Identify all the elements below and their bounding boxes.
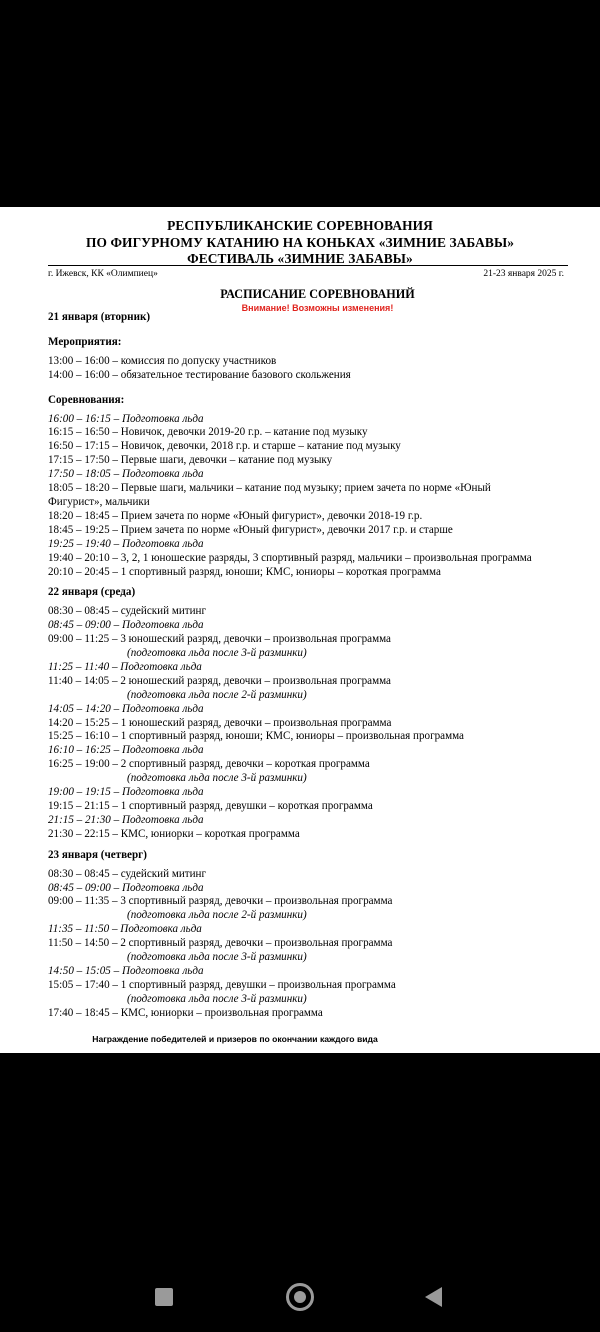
ice-prep-note: (подготовка льда после 3-й разминки): [127, 992, 307, 1005]
schedule-content: [48, 311, 578, 1021]
schedule-line: 08:30 – 08:45 – судейский митинг: [48, 605, 207, 618]
ice-prep-note: (подготовка льда после 3-й разминки): [127, 951, 307, 964]
ice-prep-line: 14:50 – 15:05 – Подготовка льда: [48, 964, 204, 977]
android-nav-bar: [0, 1262, 600, 1332]
schedule-line: 14:00 – 16:00 – обязательное тестирование базового скольжения: [48, 368, 351, 381]
events-heading: Мероприятия:: [48, 335, 122, 348]
schedule-line: 16:25 – 19:00 – 2 спортивный разряд, девочки – короткая программа: [48, 758, 370, 771]
schedule-line: 16:50 – 17:15 – Новичок, девочки, 2018 г.р. и старше – катание под музыку: [48, 440, 401, 453]
triangle-back-icon[interactable]: [425, 1287, 442, 1307]
ice-prep-line: 16:00 – 16:15 – Подготовка льда: [48, 412, 204, 425]
schedule-document: [0, 207, 600, 1053]
schedule-line: 19:15 – 21:15 – 1 спортивный разряд, девушки – короткая программа: [48, 800, 373, 812]
schedule-line: 16:15 – 16:50 – Новичок, девочки 2019-20 г.р. – катание под музыку: [48, 426, 368, 439]
day-heading: 22 января (среда): [48, 586, 136, 599]
schedule-line: 13:00 – 16:00 – комиссия по допуску участников: [48, 354, 277, 367]
schedule-line: 20:10 – 20:45 – 1 спортивный разряд, юноши; КМС, юниоры – короткая программа: [48, 565, 441, 578]
schedule-line: 17:15 – 17:50 – Первые шаги, девочки – катание под музыку: [48, 454, 333, 467]
schedule-line: 11:50 – 14:50 – 2 спортивный разряд, девочки – произвольная программа: [48, 937, 393, 950]
ice-prep-line: 11:25 – 11:40 – Подготовка льда: [48, 660, 202, 673]
schedule-line: 17:40 – 18:45 – КМС, юниорки – произвольная программа: [48, 1006, 323, 1019]
schedule-line: 08:30 – 08:45 – судейский митинг: [48, 867, 207, 880]
schedule-line: 18:45 – 19:25 – Прием зачета по норме «Юный фигурист», девочки 2017 г.р. и старше: [48, 523, 453, 536]
ice-prep-line: 21:15 – 21:30 – Подготовка льда: [48, 813, 204, 826]
warning-text: Внимание! Возможны изменения!: [241, 303, 394, 313]
ice-prep-line: 08:45 – 09:00 – Подготовка льда: [48, 619, 204, 632]
schedule-line: 21:30 – 22:15 – КМС, юниорки – короткая программа: [48, 827, 300, 840]
awards-footer: Награждение победителей и призеров по окончании каждого вида: [92, 1034, 378, 1044]
ice-prep-line: 14:05 – 14:20 – Подготовка льда: [48, 702, 204, 715]
day-heading: 23 января (четверг): [48, 848, 147, 861]
ice-prep-note: (подготовка льда после 3-й разминки): [127, 647, 307, 660]
schedule-line-continued: Фигурист», мальчики: [48, 495, 150, 508]
square-recents-icon[interactable]: [155, 1288, 173, 1306]
competitions-heading: Соревнования:: [48, 393, 125, 406]
header-divider: [48, 265, 568, 266]
ice-prep-note: (подготовка льда после 3-й разминки): [127, 772, 307, 785]
schedule-line: 15:25 – 16:10 – 1 спортивный разряд, юноши; КМС, юниоры – произвольная программа: [48, 730, 464, 743]
ice-prep-line: 17:50 – 18:05 – Подготовка льда: [48, 468, 204, 481]
schedule-line: 09:00 – 11:25 – 3 юношеский разряд, девочки – произвольная программа: [48, 633, 391, 646]
circle-home-icon[interactable]: [286, 1283, 314, 1311]
schedule-line: 14:20 – 15:25 – 1 юношеский разряд, девочки – произвольная программа: [48, 716, 392, 729]
ice-prep-line: 08:45 – 09:00 – Подготовка льда: [48, 881, 204, 894]
schedule-line: 18:20 – 18:45 – Прием зачета по норме «Юный фигурист», девочки 2018-19 г.р.: [48, 509, 423, 522]
document-title-line-3: ФЕСТИВАЛЬ «ЗИМНИЕ ЗАБАВЫ»: [187, 251, 413, 266]
schedule-line: 18:05 – 18:20 – Первые шаги, мальчики – катание под музыку; прием зачета по норме «Юный: [48, 482, 491, 495]
dates-text: 21-23 января 2025 г.: [483, 269, 564, 279]
ice-prep-line: 19:25 – 19:40 – Подготовка льда: [48, 537, 204, 550]
schedule-line: 09:00 – 11:35 – 3 спортивный разряд, девочки – произвольная программа: [48, 895, 393, 908]
schedule-title: РАСПИСАНИЕ СОРЕВНОВАНИЙ: [220, 287, 415, 301]
day-heading: 21 января (вторник): [48, 311, 151, 323]
document-title-line-2: ПО ФИГУРНОМУ КАТАНИЮ НА КОНЬКАХ «ЗИМНИЕ ЗАБАВЫ»: [85, 235, 515, 250]
schedule-line: 19:40 – 20:10 – 3, 2, 1 юношеские разряды, 3 спортивный разряд, мальчики – произвольная программа: [48, 551, 532, 564]
ice-prep-line: 11:35 – 11:50 – Подготовка льда: [48, 923, 202, 936]
schedule-line: 15:05 – 17:40 – 1 спортивный разряд, девушки – произвольная программа: [48, 978, 396, 991]
document-title-line-1: РЕСПУБЛИКАНСКИЕ СОРЕВНОВАНИЯ: [167, 218, 433, 233]
ice-prep-line: 19:00 – 19:15 – Подготовка льда: [48, 786, 204, 799]
ice-prep-line: 16:10 – 16:25 – Подготовка льда: [48, 744, 204, 757]
schedule-line: 11:40 – 14:05 – 2 юношеский разряд, девочки – произвольная программа: [48, 674, 391, 687]
venue-text: г. Ижевск, КК «Олимпиец»: [48, 269, 158, 279]
ice-prep-note: (подготовка льда после 2-й разминки): [127, 909, 307, 922]
ice-prep-note: (подготовка льда после 2-й разминки): [127, 688, 307, 701]
